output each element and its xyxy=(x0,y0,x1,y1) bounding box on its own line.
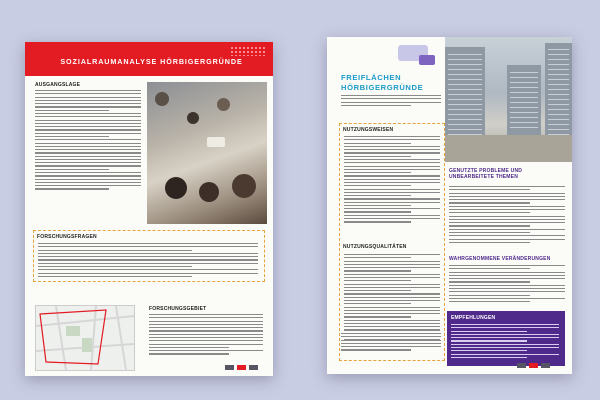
research-questions-box xyxy=(33,230,265,282)
title-banner xyxy=(25,42,273,76)
uses-text xyxy=(344,136,440,225)
study-area-map xyxy=(35,305,135,371)
summary-text xyxy=(341,333,441,353)
map-graphic xyxy=(36,306,134,370)
section-heading-uses: NUTZUNGSWEISEN xyxy=(343,127,394,133)
questions-text xyxy=(38,243,258,279)
page-title: FREIFLÄCHEN HÖRBIGERGRÜNDE xyxy=(341,73,424,92)
recommendations-box xyxy=(447,311,565,366)
poster-page-2 xyxy=(327,37,572,374)
section-heading-area: FORSCHUNGSGEBIET xyxy=(149,306,207,312)
uses-box xyxy=(339,123,445,361)
section-heading-qualities: NUTZUNGSQUALITÄTEN xyxy=(343,244,407,250)
area-text xyxy=(149,314,263,357)
section-heading-changes: WAHRGENOMMENE VERÄNDERUNGEN xyxy=(449,256,551,262)
partner-logos xyxy=(517,363,550,368)
section-heading-intro: AUSGANGSLAGE xyxy=(35,82,81,88)
section-heading-problems: GENUTZTE PROBLEME UND UNBEARBEITETE THEMEN xyxy=(449,168,523,180)
recommendations-text xyxy=(451,324,559,360)
poster-page-1 xyxy=(25,42,273,376)
partner-logos xyxy=(225,365,258,370)
problems-text xyxy=(449,186,565,245)
housing-photo xyxy=(445,37,572,162)
intro-text xyxy=(35,90,141,192)
speech-bubble-icon xyxy=(419,55,435,65)
page-title: SOZIALRAUMANALYSE HÖRBIGERGRÜNDE xyxy=(60,57,243,66)
section-heading-recommend: EMPFEHLUNGEN xyxy=(451,315,496,321)
changes-text xyxy=(449,265,565,304)
section-heading-questions: FORSCHUNGSFRAGEN xyxy=(37,234,97,240)
workshop-photo xyxy=(147,82,267,224)
intro-text xyxy=(341,95,441,108)
decorative-dots xyxy=(230,46,266,56)
